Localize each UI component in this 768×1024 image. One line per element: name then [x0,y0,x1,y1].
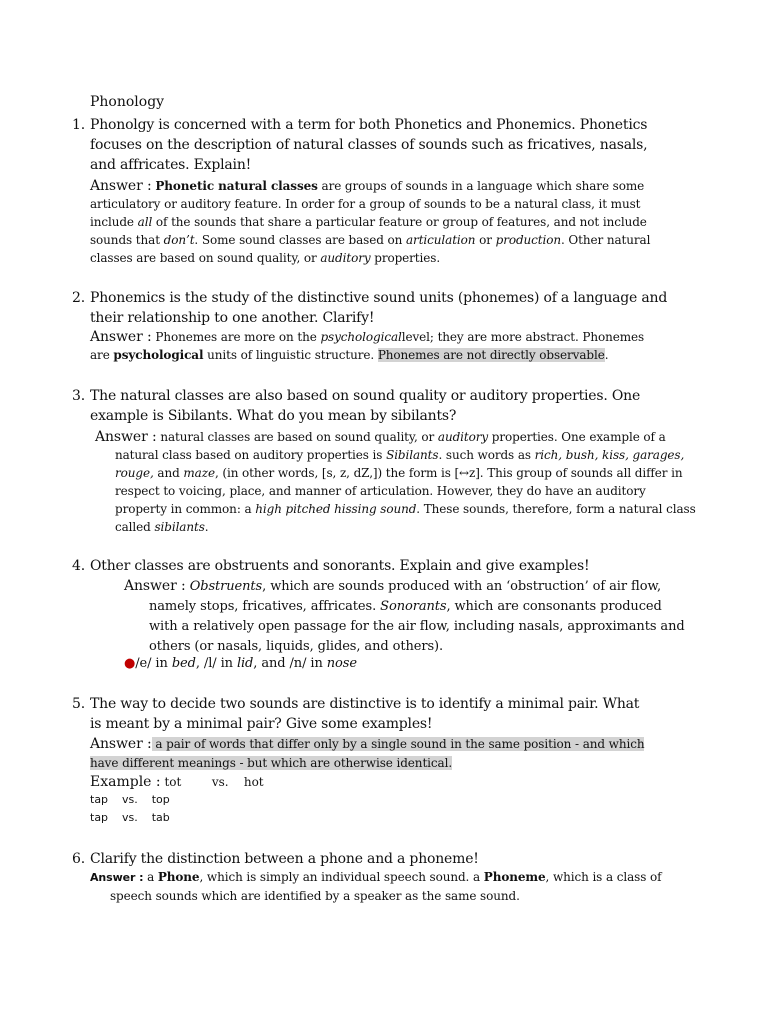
question-1 [72,115,660,175]
answer-text: and [153,466,184,480]
document-title: Phonology [90,94,165,110]
question-number: 6. [72,851,85,867]
answer-text: high pitched hissing sound [255,502,417,516]
example-text: , and /n/ in [253,656,327,671]
answer-text: level; they are more abstract. Phonemes are [90,330,645,362]
example-line: tap vs. top [90,793,170,806]
answer-text: . Other natural classes are based on sound quality, or [90,233,651,265]
answer-text: rich, bush, kiss, garages, rouge, [115,448,685,480]
answer-text: . These sounds, therefore, form a natural class called [115,502,696,534]
answer-text: . Some sound classes are based on [194,233,406,247]
example-line [90,773,264,791]
answer-3 [95,428,700,536]
question-text: Clarify the distinction between a phone and a phoneme! [90,851,479,867]
answer-text: . [204,520,209,534]
answer-text: Phoneme [483,870,546,884]
question-2 [72,288,680,328]
question-3 [72,386,660,426]
example-label: Example : [90,774,161,790]
example-text: lid [236,656,254,671]
answer-5 [90,735,655,773]
answer-text: , which is simply an individual speech sound. a [199,870,484,884]
question-text: Phonolgy is concerned with a term for both Phonetics and Phonemics. Phonetics focuses on the description of natural classes of sounds such as fricatives, nasals, and affricates. Explain! [90,117,648,173]
answer-text: , (in other words, [s, z, dZ,]) the form is [↔z]. This group of sounds all differ in respect to voicing, place, and manner of articulation. However, they do have an auditory property in common: a [115,466,683,516]
question-number: 3. [72,388,85,404]
example-text: , /l/ in [195,656,237,671]
answer-text: sibilants [154,520,205,534]
answer-text: production [495,233,561,247]
bullet-icon: ● [124,656,136,671]
question-text: The way to decide two sounds are distinctive is to identify a minimal pair. What is meant by a minimal pair? Give some examples! [90,696,640,732]
question-text: Other classes are obstruents and sonorants. Explain and give examples! [90,558,590,574]
highlighted-text: Phonemes are not directly observable [377,348,605,362]
answer-label: Answer : [124,578,186,594]
answer-text: . [604,348,609,362]
question-4 [72,556,690,576]
answer-text: are groups of sounds in a language which share some articulatory or auditory feature. In order for a group of sounds to be a natural class, it must include [90,179,645,229]
example-text: /e/ in [135,656,172,671]
example-bullet [124,655,357,673]
answer-text: don’t [163,233,195,247]
answer-text: a [143,870,158,884]
answer-text: or [475,233,496,247]
answer-text: psychological [113,348,204,362]
question-5 [72,694,650,734]
answer-text: psychological [320,330,402,344]
example-text: bed [171,656,196,671]
answer-text: natural classes are based on sound quality, or [156,430,438,444]
answer-label: Answer : [90,871,144,884]
answer-text: Sibilants [386,448,439,462]
question-6 [72,849,650,869]
answer-text: properties. One example of a natural class based on auditory properties is [115,430,666,462]
answer-text: of the sounds that share a particular feature or group of features, and not include sounds that [90,215,647,247]
highlighted-text: a pair of words that differ only by a single sound in the same position - and which have different meanings - but which are otherwise identical. [90,737,645,770]
answer-text: , which are consonants produced with a relatively open passage for the air flow, including nasals, approximants and others (or nasals, liquids, glides, and others). [149,599,685,654]
answer-text: properties. [370,251,441,265]
answer-text: articulation [406,233,476,247]
answer-label: Answer : [95,429,157,445]
answer-text: Phonetic natural classes [155,179,318,193]
answer-text: all [137,215,153,229]
answer-text: . such words as [438,448,535,462]
answer-label: Answer : [90,329,152,345]
answer-2 [90,328,655,364]
answer-4 [124,576,689,657]
example-text: nose [326,656,357,671]
example-text: tot vs. hot [160,775,264,789]
question-number: 2. [72,290,85,306]
question-text: The natural classes are also based on sound quality or auditory properties. One example is Sibilants. What do you mean by sibilants? [90,388,641,424]
answer-text: , which is a class of speech sounds which are identified by a speaker as the same sound. [110,870,662,903]
answer-text: auditory [320,251,371,265]
question-number: 5. [72,696,85,712]
answer-text: auditory [437,430,489,444]
answer-1 [90,177,655,267]
answer-text: maze [183,466,215,480]
example-line: tap vs. tab [90,811,170,824]
answer-label: Answer : [90,178,152,194]
question-text: Phonemics is the study of the distinctive sound units (phonemes) of a language and their relationship to one another. Clarify! [90,290,668,326]
answer-text: Sonorants [380,599,447,614]
question-number: 1. [72,117,85,133]
answer-6 [90,868,690,906]
answer-text: , which are sounds produced with an ‘obstruction’ of air flow, namely stops, fricatives, affricates. [149,579,661,614]
answer-text: Phonemes are more on the [151,330,321,344]
answer-text: Obstruents [189,579,263,594]
answer-text: units of linguistic structure. [203,348,378,362]
answer-text: Phone [157,870,200,884]
answer-label: Answer : [90,736,152,752]
question-number: 4. [72,558,85,574]
